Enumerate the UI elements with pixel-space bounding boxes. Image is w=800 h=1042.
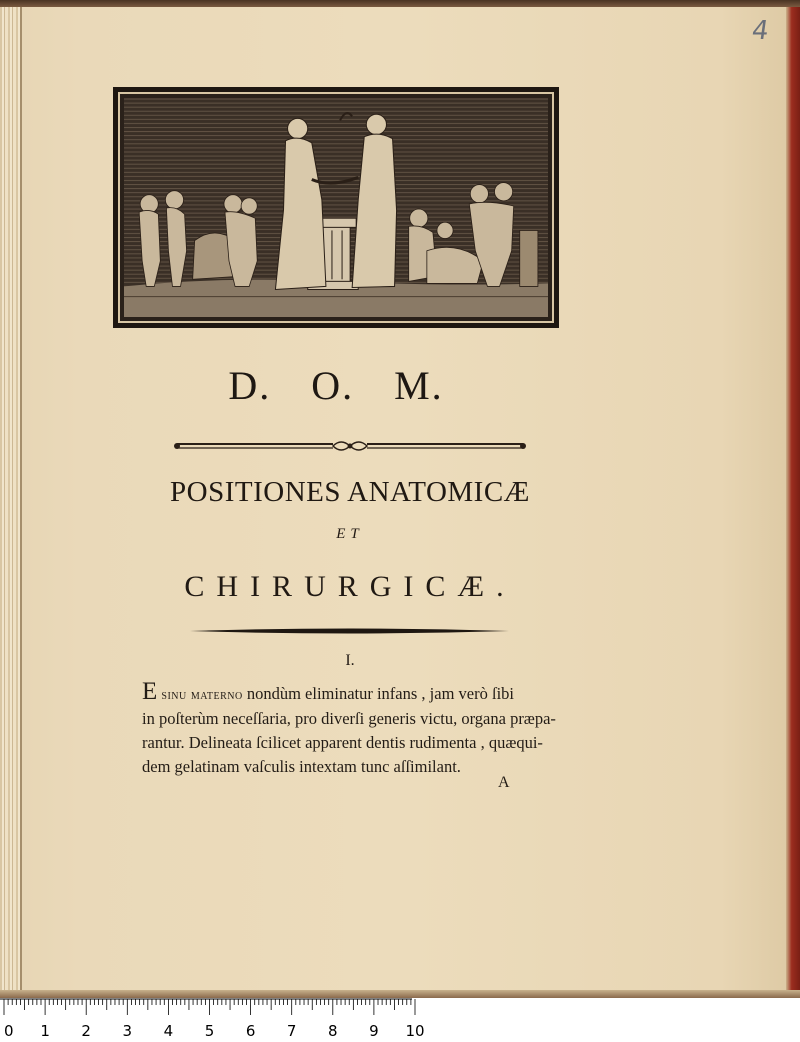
section-number: I.: [345, 652, 355, 669]
ruler-label: 3: [122, 1022, 133, 1040]
spine-shadow-line: [20, 7, 22, 998]
page-edge-right: [786, 7, 800, 998]
dedication-heading: D. O. M.: [228, 363, 444, 408]
ornamental-divider: [173, 437, 527, 455]
paragraph-body: [142, 678, 582, 779]
ruler-label: 5: [204, 1022, 215, 1040]
paragraph-line-1: [142, 678, 582, 707]
ruler-label: 6: [245, 1022, 256, 1040]
ruler-scale: [0, 998, 800, 1042]
line-1-text: nondùm eliminatur infans , jam verò ſibi: [242, 684, 514, 703]
ruler-label: 1: [40, 1022, 50, 1040]
paragraph-line-3: rantur. Delineata ſcilicet apparent dentis rudimenta , quæqui-: [142, 733, 543, 752]
ruler-label: 9: [369, 1022, 379, 1040]
tapered-rule: [190, 627, 510, 635]
bleed-through-text: [205, 322, 585, 344]
paragraph-line-2: in poſterùm neceſſaria, pro diverſi generis victu, organa præpa-: [142, 709, 556, 728]
book-spine: [0, 7, 22, 998]
small-caps-phrase: sinu materno: [161, 687, 243, 703]
ruler-label: 7: [286, 1022, 297, 1040]
title-connector: ET: [336, 526, 364, 542]
title-line-1: POSITIONES ANATOMICÆ: [170, 476, 530, 508]
drop-cap: E: [142, 678, 158, 705]
paragraph-line-4: dem gelatinam vaſculis intextam tunc aſſimilant.: [142, 757, 461, 776]
ruler-label: 10: [405, 1022, 425, 1040]
ruler-label: 0: [4, 1022, 14, 1040]
ruler-label: 2: [81, 1022, 91, 1040]
title-line-2: CHIRURGICÆ.: [184, 570, 516, 603]
ruler-label: 4: [163, 1022, 174, 1040]
signature-mark: A: [498, 774, 510, 791]
ruler-label: 8: [328, 1022, 338, 1040]
measurement-ruler: [0, 998, 800, 1042]
engraving-illustration: [124, 98, 548, 317]
engraving-vignette: [113, 87, 559, 328]
folio-mark: 4: [749, 16, 771, 46]
page-edge-bottom: [0, 990, 800, 998]
